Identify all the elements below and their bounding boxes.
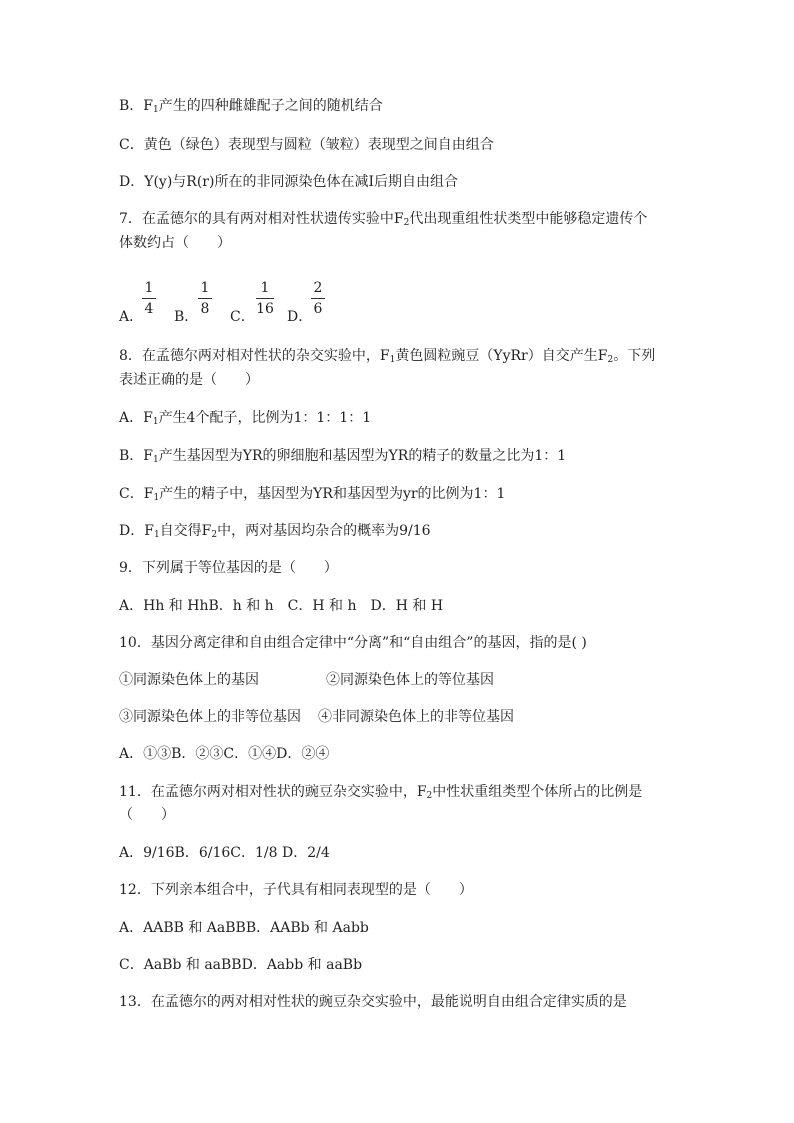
q7-option-b-fraction: 1 8	[198, 280, 212, 317]
q7-option-b-label: B．	[174, 309, 199, 325]
q10-stem: 10．基因分离定律和自由组合定律中“分离”和“自由组合”的基因，指的是( )	[119, 635, 587, 651]
q7-option-d-fraction: 2 6	[311, 280, 325, 317]
q8-option-d: D．$F_1$自交得$F_2$中，两对基因均杂合的概率为9/16	[119, 523, 431, 540]
q11-stem-line1: 11．在孟德尔两对相对性状的豌豆杂交实验中，$F_2$中性状重组类型个体所占的比例是	[119, 784, 643, 801]
q7-stem-line1: 7．在孟德尔的具有两对相对性状遗传实验中$F_2$代出现重组性状类型中能够稳定遗传个	[119, 211, 648, 228]
q9-options: A．Hh 和 HhB．h 和 h C．H 和 h D．H 和 H	[119, 598, 444, 614]
q7-option-a-fraction: 1 4	[142, 280, 156, 317]
q11-stem-line2: （ ）	[119, 807, 175, 823]
q8-stem-line2: 表述正确的是（ ）	[119, 372, 259, 388]
q6-option-d: D．Y(y)与R(r)所在的非同源染色体在减Ⅰ后期自由组合	[119, 174, 458, 190]
q10-item-2: ②同源染色体上的等位基因	[326, 672, 494, 688]
q8-option-b: B．$F_1$产生基因型为YR的卵细胞和基因型为YR的精子的数量之比为1：1	[119, 448, 567, 465]
q8-option-a: A．$F_1$产生4个配子，比例为1：1：1：1	[119, 410, 372, 427]
q13-stem: 13．在孟德尔的两对相对性状的豌豆杂交实验中，最能说明自由组合定律实质的是	[119, 994, 627, 1010]
q12-options-cd: C．AaBb 和 aaBBD．Aabb 和 aaBb	[119, 957, 363, 973]
q7-stem-line2: 体数约占（ ）	[119, 235, 231, 251]
q10-item-1: ①同源染色体上的基因	[119, 672, 259, 688]
q7-option-c-label: C．	[230, 309, 255, 325]
q9-stem: 9．下列属于等位基因的是（ ）	[119, 560, 338, 576]
q7-option-a-label: A．	[119, 309, 144, 325]
q8-option-c: C．$F_1$产生的精子中，基因型为YR和基因型为yr的比例为1：1	[119, 486, 506, 503]
q12-options-ab: A．AABB 和 AaBBB．AABb 和 Aabb	[119, 920, 369, 936]
q7-option-d-label: D．	[287, 309, 313, 325]
q8-stem-line1: 8．在孟德尔两对相对性状的杂交实验中，$F_1$黄色圆粒豌豆（YyRr）自交产生$F_2$。下列	[119, 348, 656, 365]
q6-option-c: C．黄色（绿色）表现型与圆粒（皱粒）表现型之间自由组合	[119, 137, 494, 153]
q10-item-3: ③同源染色体上的非等位基因	[119, 709, 301, 725]
q7-option-c-fraction: 1 16	[256, 280, 274, 317]
q10-options: A．①③B．②③C．①④D．②④	[119, 746, 330, 762]
q6-option-b: B．$F_1$产生的四种雌雄配子之间的随机结合	[119, 98, 383, 115]
q10-item-4: ④非同源染色体上的非等位基因	[318, 709, 514, 725]
q11-options: A．9/16B．6/16C．1/8 D．2/4	[119, 845, 330, 861]
q12-stem: 12．下列亲本组合中，子代具有相同表现型的是（ ）	[119, 882, 473, 898]
